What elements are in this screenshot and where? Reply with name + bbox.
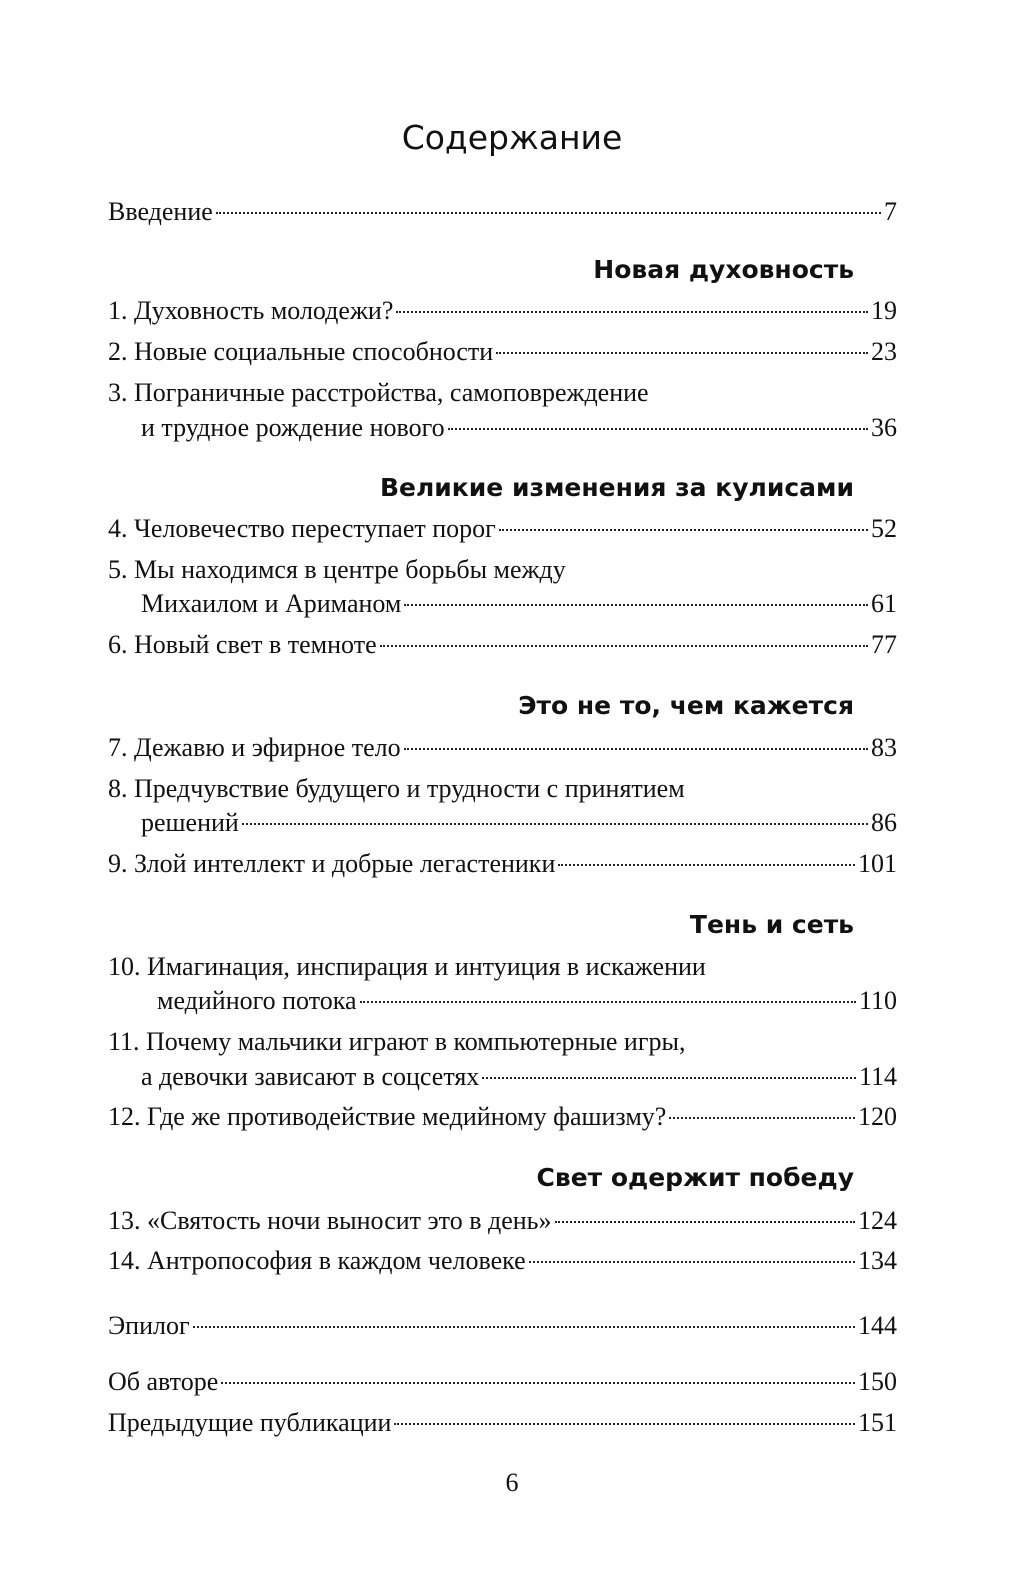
toc-entry-intro[interactable] bbox=[108, 194, 897, 230]
dot-leader bbox=[448, 428, 868, 430]
toc-entry-label: 12. Где же противодействие медийному фашизму? bbox=[108, 1102, 667, 1131]
toc-entry-page: 124 bbox=[858, 1206, 897, 1235]
section-heading-shadow-and-net: Тень и сеть bbox=[689, 910, 854, 939]
toc-entry-3-line1[interactable]: 3. Пограничные расстройства, самоповреждение bbox=[108, 378, 649, 407]
toc-entry-label: Об авторе bbox=[108, 1367, 219, 1396]
toc-entry-6[interactable] bbox=[108, 627, 897, 663]
page-title: Содержание bbox=[401, 118, 623, 157]
toc-entry-label: Эпилог bbox=[108, 1311, 190, 1340]
toc-entry-page: 19 bbox=[871, 296, 897, 325]
section-heading-new-spirituality: Новая духовность bbox=[593, 255, 854, 284]
toc-entry-label: 1. Духовность молодежи? bbox=[108, 296, 394, 325]
toc-entry-page: 101 bbox=[858, 849, 897, 878]
dot-leader bbox=[555, 1221, 855, 1223]
dot-leader bbox=[193, 1326, 855, 1328]
toc-entry-7[interactable] bbox=[108, 730, 897, 766]
toc-entry-2[interactable] bbox=[108, 334, 897, 370]
toc-entry-label: и трудное рождение нового bbox=[141, 413, 445, 442]
dot-leader bbox=[221, 1382, 855, 1384]
toc-entry-12[interactable] bbox=[108, 1099, 897, 1135]
toc-entry-label: медийного потока bbox=[157, 986, 357, 1015]
toc-entry-page: 151 bbox=[858, 1408, 897, 1437]
dot-leader bbox=[396, 311, 868, 313]
toc-entry-page: 114 bbox=[858, 1062, 897, 1091]
toc-entry-page: 150 bbox=[858, 1367, 897, 1396]
toc-entry-page: 120 bbox=[858, 1102, 897, 1131]
section-heading-not-what-it-seems: Это не то, чем кажется bbox=[518, 691, 854, 720]
toc-entry-about-author[interactable] bbox=[108, 1364, 897, 1400]
toc-entry-label: Предыдущие публикации bbox=[108, 1408, 392, 1437]
section-heading-light-will-win: Свет одержит победу bbox=[536, 1163, 854, 1192]
toc-entry-10[interactable] bbox=[157, 983, 897, 1019]
section-heading-great-changes: Великие изменения за кулисами bbox=[379, 473, 854, 502]
toc-entry-label: 14. Антропософия в каждом человеке bbox=[108, 1246, 526, 1275]
toc-entry-10-line1[interactable]: 10. Имагинация, инспирация и интуиция в искажении bbox=[108, 952, 706, 981]
toc-entry-page: 110 bbox=[858, 986, 897, 1015]
toc-entry-page: 134 bbox=[858, 1246, 897, 1275]
toc-entry-page: 61 bbox=[871, 589, 897, 618]
toc-entry-label: 4. Человечество переступает порог bbox=[108, 514, 496, 543]
toc-entry-5-line1[interactable]: 5. Мы находимся в центре борьбы между bbox=[108, 555, 566, 584]
toc-entry-label: 9. Злой интеллект и добрые легастеники bbox=[108, 849, 556, 878]
toc-entry-5[interactable] bbox=[141, 586, 897, 622]
toc-entry-previous-publications[interactable] bbox=[108, 1405, 897, 1441]
toc-entry-3[interactable] bbox=[141, 410, 897, 446]
toc-entry-11[interactable] bbox=[141, 1059, 897, 1095]
toc-entry-4[interactable] bbox=[108, 511, 897, 547]
toc-entry-14[interactable] bbox=[108, 1243, 897, 1279]
dot-leader bbox=[496, 352, 868, 354]
toc-entry-page: 52 bbox=[871, 514, 897, 543]
toc-entry-label: 13. «Святость ночи выносит это в день» bbox=[108, 1206, 552, 1235]
toc-entry-page: 86 bbox=[871, 808, 897, 837]
toc-entry-epilogue[interactable] bbox=[108, 1308, 897, 1344]
toc-entry-page: 77 bbox=[871, 630, 897, 659]
dot-leader bbox=[242, 823, 868, 825]
toc-entry-label: решений bbox=[141, 808, 239, 837]
dot-leader bbox=[216, 212, 881, 214]
dot-leader bbox=[404, 604, 868, 606]
dot-leader bbox=[394, 1423, 855, 1425]
dot-leader bbox=[482, 1077, 856, 1079]
dot-leader bbox=[380, 645, 868, 647]
toc-entry-page: 144 bbox=[858, 1311, 897, 1340]
toc-entry-page: 7 bbox=[884, 197, 897, 226]
toc-entry-page: 36 bbox=[871, 413, 897, 442]
toc-entry-11-line1[interactable]: 11. Почему мальчики играют в компьютерные игры, bbox=[108, 1027, 686, 1056]
toc-entry-label: Введение bbox=[108, 197, 213, 226]
page-number: 6 bbox=[505, 1468, 519, 1497]
dot-leader bbox=[558, 864, 855, 866]
toc-entry-8-line1[interactable]: 8. Предчувствие будущего и трудности с принятием bbox=[108, 774, 685, 803]
dot-leader bbox=[669, 1117, 855, 1119]
dot-leader bbox=[404, 748, 868, 750]
toc-entry-page: 83 bbox=[871, 733, 897, 762]
toc-entry-13[interactable] bbox=[108, 1203, 897, 1239]
toc-entry-label: 2. Новые социальные способности bbox=[108, 337, 494, 366]
toc-entry-label: Михаилом и Ариманом bbox=[141, 589, 402, 618]
toc-entry-label: 6. Новый свет в темноте bbox=[108, 630, 377, 659]
toc-entry-page: 23 bbox=[871, 337, 897, 366]
toc-entry-label: а девочки зависают в соцсетях bbox=[141, 1062, 480, 1091]
toc-entry-label: 7. Дежавю и эфирное тело bbox=[108, 733, 401, 762]
dot-leader bbox=[499, 529, 868, 531]
toc-entry-8[interactable] bbox=[141, 805, 897, 841]
toc-entry-9[interactable] bbox=[108, 846, 897, 882]
dot-leader bbox=[360, 1001, 856, 1003]
toc-entry-1[interactable] bbox=[108, 293, 897, 329]
dot-leader bbox=[529, 1261, 855, 1263]
